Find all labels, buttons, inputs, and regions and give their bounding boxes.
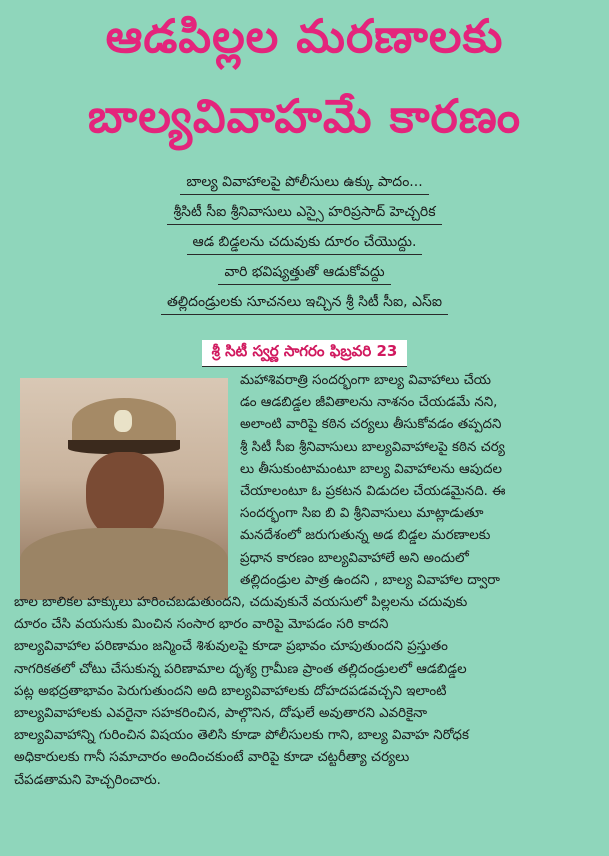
dateline bbox=[0, 340, 609, 367]
article-line: సందర్భంగా సిఐ బి వి శ్రీనివాసులు మాట్లాడుతూ bbox=[240, 506, 484, 522]
article-line: మనదేశంలో జరుగుతున్న అడ బిడ్డల మరణాలకు bbox=[240, 528, 491, 544]
article-line: దూరం చేసి వయసుకు మించిన సంసార భారం వారిపై మోపడం సరి కాదని bbox=[14, 617, 389, 633]
article-line: చేపడతామని హెచ్చరించారు. bbox=[14, 772, 161, 788]
article-line: లు తీసుకుంటామంటూ బాల్య వివాహాలను ఆపుదల bbox=[240, 461, 503, 477]
article-body bbox=[14, 370, 594, 792]
article-line: బాల్యవివాహాలకు ఎవరైనా సహకరించిన, పాల్గొనిన, దోషులే అవుతారని ఎవరికైనా bbox=[14, 706, 428, 722]
subheading-1: బాల్య వివాహాలపై పోలీసులు ఉక్కు పాదం... bbox=[180, 172, 428, 195]
article-line: శ్రీ సిటీ సీఐ శ్రీనివాసులు బాల్యవివాహాలపై కఠిన చర్య bbox=[240, 439, 505, 455]
subheading-5: తల్లిదండ్రులకు సూచనలు ఇచ్చిన శ్రీ సిటీ సీఐ, ఎస్ఐ bbox=[161, 292, 448, 315]
subheadings bbox=[0, 168, 609, 318]
article-line: పట్ల అభద్రతాభావం పెరుగుతుందని అది బాల్యవివాహాలకు దోహదపడవచ్చని ఇలాంటి bbox=[14, 683, 447, 699]
article-line: డం ఆడబిడ్డల జీవితాలను నాశనం చేయడమే నని, bbox=[240, 395, 498, 411]
article-line: బాల్యవివాహాన్ని గురించిన విషయం తెలిసి కూడా పోలీసులకు గాని, బాల్య వివాహ నిరోధక bbox=[14, 728, 469, 744]
subheading-4: వారి భవిష్యత్తుతో ఆడుకోవద్దు bbox=[218, 262, 390, 285]
article-line: అలాంటి వారిపై కఠిన చర్యలు తీసుకోవడం తప్పదని bbox=[240, 417, 502, 433]
article-line: మహాశివరాత్రి సందర్భంగా బాల్య వివాహాలు చేయ bbox=[240, 373, 492, 388]
article-line: అధికారులకు గానీ సమాచారం అందించకుంటే వారిపై కూడా చట్టరీత్యా చర్యలు bbox=[14, 750, 410, 766]
article-line: బాల బాలికల హక్కులు హరించబడుతుందని, చదువుకునే వయసులో పిల్లలను చదువుకు bbox=[14, 595, 468, 611]
subheading-2: శ్రీసిటీ సీఐ శ్రీనివాసులు ఎస్సై హరిప్రసాద్ హెచ్చరిక bbox=[167, 202, 441, 225]
headline-line-2: బాల్యవివాహమే కారణం bbox=[87, 89, 522, 143]
article-line: నాగరికతలో చోటు చేసుకున్న పరిణామాల దృశ్య గ్రామీణ ప్రాంత తల్లిదండ్రులలో ఆడబిడ్డల bbox=[14, 661, 467, 677]
article-line: ప్రధాన కారణం బాల్యవివాహాలే అని అందులో bbox=[240, 550, 469, 566]
article-line: బాల్యవివాహాల పరిణామం జన్మించే శిశువులపై కూడా ప్రభావం చూపుతుందని ప్రస్తుతం bbox=[14, 639, 448, 655]
dateline-text: శ్రీ సిటీ స్వర్ణ సాగరం ఫిబ్రవరి 23 bbox=[202, 340, 408, 367]
article-line: తల్లిదండ్రుల పాత్ర ఉందని , బాల్య వివాహాల ద్వారా bbox=[240, 572, 500, 588]
headline-line-1: ఆడపిల్లల మరణాలకు bbox=[105, 9, 504, 63]
subheading-3: ఆడ బిడ్డలను చదువుకు దూరం చేయొద్దు. bbox=[187, 232, 423, 255]
article-line: చేయాలంటూ ఓ ప్రకటన విడుదల చేయడమైనది. ఈ bbox=[240, 484, 506, 500]
